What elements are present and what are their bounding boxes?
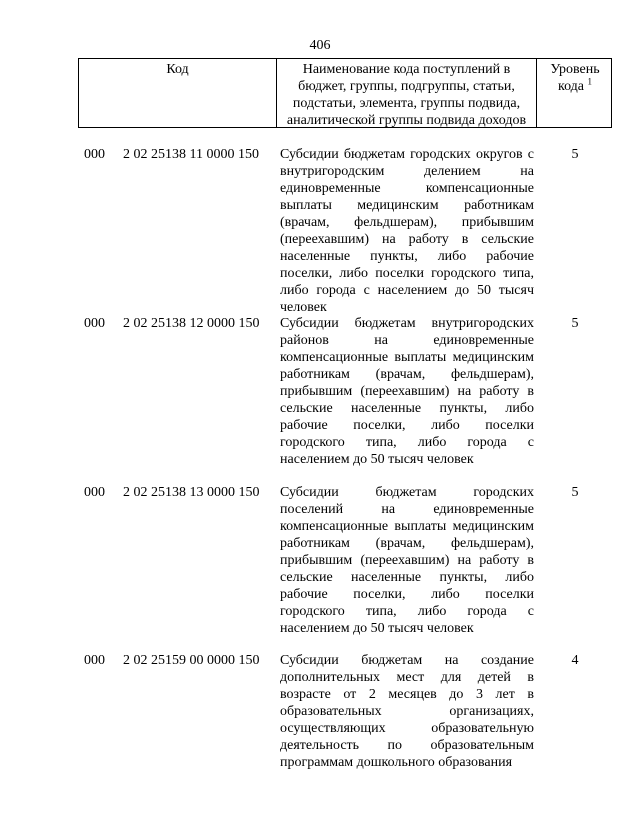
admin-code: 000 — [84, 316, 105, 331]
header-name-label: Наименование кода поступлений в бюджет, группы, подгруппы, статьи, подстатьи, элемента, группы подвида, аналитической группы подвида доходов — [286, 62, 527, 128]
income-name: Субсидии бюджетам на создание дополнительных мест для детей в возрасте от 2 месяцев до 3 лет в образовательных организациях, осуществляющих образовательную деятельность по образовательным программам дошкольного образования — [280, 653, 534, 770]
income-code: 2 02 25138 11 0000 150 — [123, 147, 259, 162]
admin-code: 000 — [84, 147, 105, 162]
header-level-label: Уровень кода — [550, 62, 600, 94]
income-name: Субсидии бюджетам внутригородских районов на единовременные компенсационные выплаты медицинским работникам (врачам, фельдшерам), прибывшим (переехавшим) на работу в сельские населенные пункты, либо рабочие поселки, либо поселки городского типа, либо города с населением до 50 тысяч человек — [280, 316, 534, 467]
income-code: 2 02 25138 13 0000 150 — [123, 485, 260, 500]
income-code: 2 02 25159 00 0000 150 — [123, 653, 260, 668]
header-code-label: Код — [166, 62, 189, 77]
income-code: 2 02 25138 12 0000 150 — [123, 316, 260, 331]
code-level: 4 — [571, 653, 579, 668]
income-name: Субсидии бюджетам городских поселений на единовременные компенсационные выплаты медицинским работникам (врачам, фельдшерам), прибывшим (переехавшим) на работу в сельские населенные пункты, либо рабочие поселки, либо поселки городского типа, либо города с населением до 50 тысяч человек — [280, 485, 534, 636]
footnote-marker: 1 — [587, 76, 593, 87]
code-level: 5 — [571, 485, 579, 500]
page-number: 406 — [309, 38, 331, 53]
header-code — [79, 59, 277, 127]
code-level: 5 — [571, 147, 579, 162]
admin-code: 000 — [84, 485, 105, 500]
header-level — [537, 59, 613, 127]
income-name: Субсидии бюджетам городских округов с внутригородским делением на единовременные компенсационные выплаты медицинским работникам (врачам, фельдшерам), прибывшим (переехавшим) на работу в сельские населенные пункты, либо рабочие поселки, либо поселки городского типа, либо города с населением до 50 тысяч человек — [280, 147, 534, 315]
admin-code: 000 — [84, 653, 105, 668]
header-name — [277, 59, 537, 127]
table-header — [78, 58, 612, 128]
code-level: 5 — [571, 316, 579, 331]
